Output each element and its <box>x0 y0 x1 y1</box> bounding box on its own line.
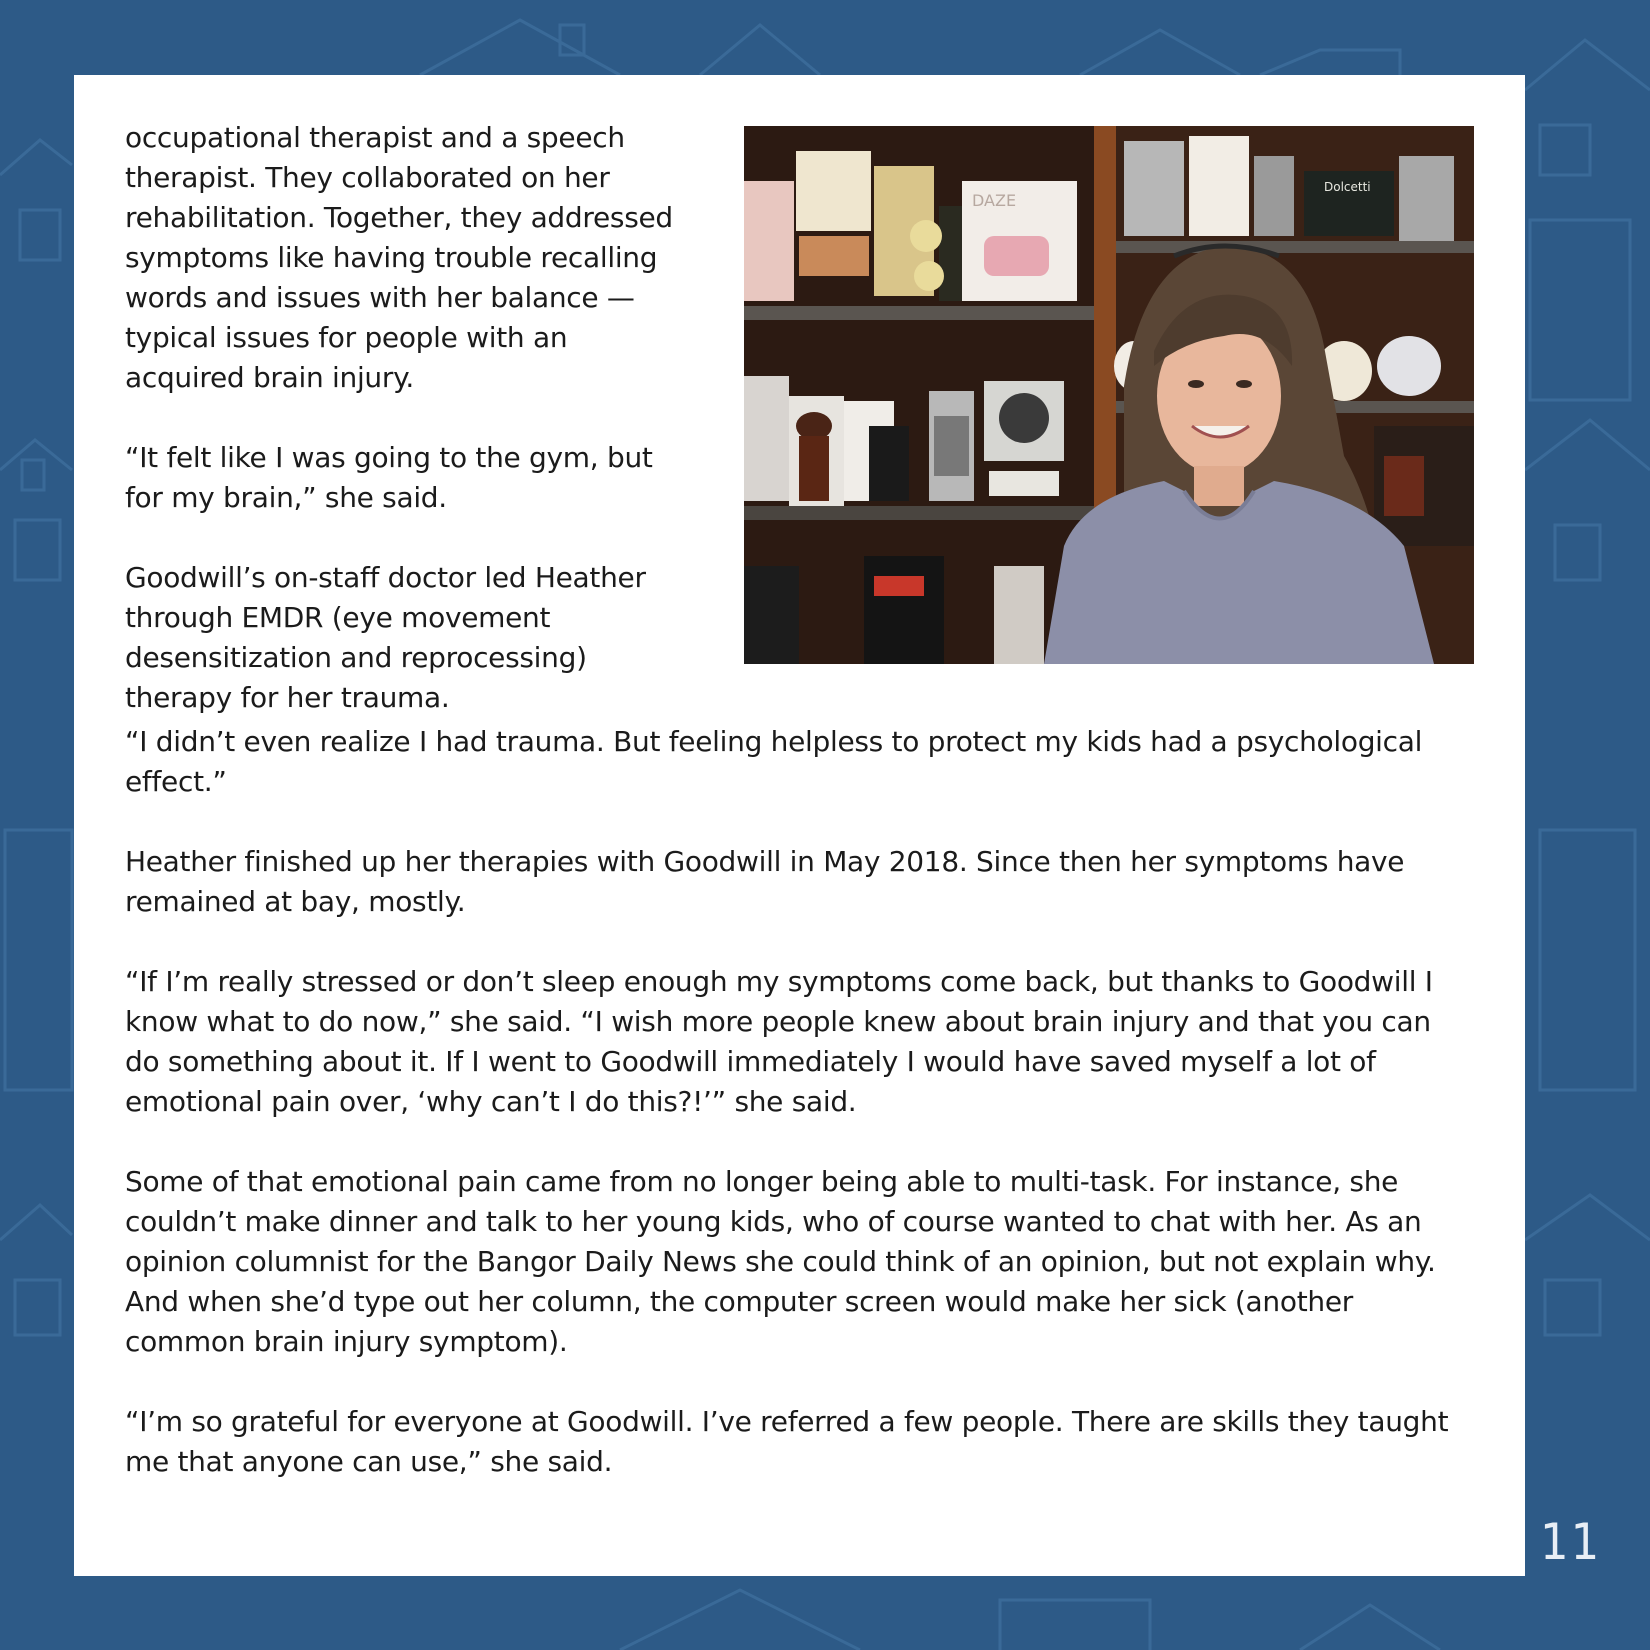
house-outline-icon <box>1525 1195 1650 1240</box>
article-quote: “I’m so grateful for everyone at Goodwill. I’ve referred a few people. There are skills they taught me that anyone can use,” she said. <box>125 1405 1449 1478</box>
house-outline-icon <box>620 1590 860 1650</box>
window-icon <box>15 1280 60 1335</box>
article-paragraph: Heather finished up her therapies with Goodwill in May 2018. Since then her symptoms have remained at bay, mostly. <box>125 845 1405 918</box>
house-outline-icon <box>0 440 72 470</box>
article-quote: “It felt like I was going to the gym, but for my brain,” she said. <box>125 441 653 514</box>
portrait-photo <box>744 126 1474 664</box>
article-paragraph: Some of that emotional pain came from no longer being able to multi-task. For instance, she couldn’t make dinner and talk to her young kids, who of course wanted to chat with her. As an opinion columnist for the Bangor Daily News she could think of an opinion, but not explain why. And when she’d type out her column, the computer screen would make her sick (another common brain injury symptom). <box>125 1165 1436 1358</box>
house-outline-icon <box>1080 30 1240 75</box>
house-outline-icon <box>1300 1605 1440 1650</box>
photo-of-woman-smiling-in-front-of-shelves-icon <box>744 126 1474 664</box>
article-paragraph: occupational therapist and a speech therapist. They collaborated on her rehabilitation. Together, they addressed symptoms like having trouble recalling words and issues with her balance — typical issues for people with an acquired brain injury. <box>125 121 673 394</box>
house-outline-icon <box>1260 50 1400 75</box>
house-outline-icon <box>0 1205 72 1240</box>
building-outline-icon <box>1530 220 1630 400</box>
page-number: 11 <box>1540 1513 1602 1571</box>
article-quote: “If I’m really stressed or don’t sleep enough my symptoms come back, but thanks to Goodwill I know what to do now,” she said. “I wish more people knew about brain injury and that you can do something about it. If I went to Goodwill immediately I would have saved myself a lot of emotional pain over, ‘why can’t I do this?!’” she said. <box>125 965 1433 1118</box>
house-outline-icon <box>1525 40 1650 90</box>
chalkboard-label: Dolcetti <box>1324 180 1371 194</box>
house-outline-icon <box>420 20 620 75</box>
building-outline-icon <box>5 830 72 1090</box>
window-icon <box>20 210 60 260</box>
article-quote: “I didn’t even realize I had trauma. But feeling helpless to protect my kids had a psychological effect.” <box>125 725 1423 798</box>
house-outline-icon <box>0 140 72 175</box>
window-icon <box>1540 125 1590 175</box>
building-outline-icon <box>1540 830 1635 1090</box>
window-icon <box>15 520 60 580</box>
chimney-icon <box>22 460 44 490</box>
tea-box-label: DAZE <box>972 191 1017 210</box>
window-icon <box>1545 1280 1600 1335</box>
chimney-icon <box>560 25 584 55</box>
house-outline-icon <box>700 25 820 75</box>
house-outline-icon <box>1000 1600 1150 1650</box>
article-paragraph: Goodwill’s on-staff doctor led Heather through EMDR (eye movement desensitization and reprocessing) therapy for her trauma. <box>125 561 646 714</box>
house-outline-icon <box>1525 420 1650 470</box>
page-card <box>74 75 1525 1576</box>
window-icon <box>1555 525 1600 580</box>
